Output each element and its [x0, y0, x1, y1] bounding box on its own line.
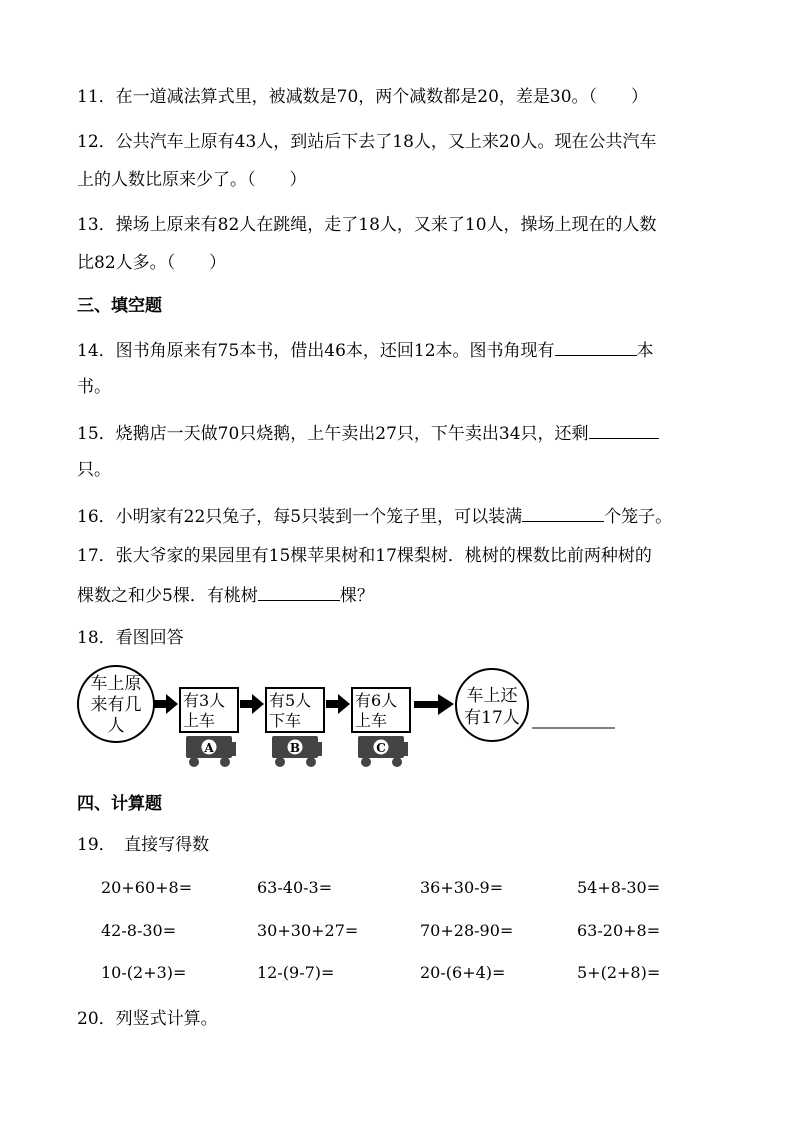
- calc-item: 10-(2+3)=: [101, 963, 187, 982]
- question-13-line1: 13．操场上原来有82人在跳绳，走了18人，又来了10人，操场上现在的人数: [77, 215, 657, 235]
- calc-item: 20+60+8=: [101, 878, 193, 897]
- question-12-line2: 上的人数比原来少了。（ ）: [77, 170, 307, 190]
- calc-item: 54+8-30=: [577, 878, 661, 897]
- question-13-line2: 比82人多。（ ）: [77, 253, 227, 273]
- question-11: 11．在一道减法算式里，被减数是70，两个减数都是20，差是30。（ ）: [77, 87, 649, 107]
- answer-blank[interactable]: [555, 337, 637, 356]
- question-17-line1: 17．张大爷家的果园里有15棵苹果树和17棵梨树．桃树的棵数比前两种树的: [77, 546, 652, 566]
- question-18: 18．看图回答: [77, 628, 184, 648]
- arrow-icon: [240, 694, 264, 714]
- box-b-text-1: 有5人: [269, 691, 312, 710]
- svg-text:C: C: [376, 741, 386, 755]
- start-text-2: 来有几: [90, 695, 142, 715]
- arrow-icon: [414, 694, 454, 715]
- question-15-line2: 只。: [77, 460, 111, 480]
- calc-item: 70+28-90=: [420, 921, 514, 940]
- box-c-text-1: 有6人: [355, 691, 398, 710]
- question-20: 20．列竖式计算。: [77, 1009, 218, 1029]
- truck-icon: [272, 736, 322, 767]
- start-text-3: 人: [107, 716, 125, 736]
- truck-icon: [358, 736, 408, 767]
- question-14-line1: [77, 337, 654, 363]
- question-14-unit: 本: [636, 341, 654, 361]
- end-text-2: 有17人: [464, 708, 520, 728]
- question-15-line1: [77, 420, 659, 446]
- svg-text:B: B: [289, 741, 301, 755]
- calc-item: 5+(2+8)=: [577, 963, 661, 982]
- answer-blank[interactable]: [258, 582, 340, 601]
- question-16-unit: 个笼子。: [604, 507, 673, 527]
- end-text-1: 车上还: [466, 686, 518, 706]
- box-a-text-2: 上车: [183, 711, 216, 730]
- section-3-heading: 三、填空题: [77, 296, 162, 316]
- box-c-text-2: 上车: [355, 711, 388, 730]
- truck-icon: [186, 736, 236, 767]
- calc-item: 12-(9-7)=: [257, 963, 335, 982]
- question-17-unit: 棵？: [339, 586, 374, 606]
- calc-item: 36+30-9=: [420, 878, 504, 897]
- start-text-1: 车上原: [90, 674, 142, 694]
- question-15-text: 15．烧鹅店一天做70只烧鹅，上午卖出27只，下午卖出34只，还剩: [77, 424, 589, 444]
- calc-item: 30+30+27=: [257, 921, 359, 940]
- question-19: 19． 直接写得数: [77, 835, 210, 855]
- section-4-heading: 四、计算题: [77, 794, 162, 814]
- arrow-icon: [154, 694, 178, 714]
- question-14-line2: 书。: [77, 377, 111, 397]
- box-b-text-2: 下车: [269, 711, 302, 730]
- calc-item: 63-40-3=: [257, 878, 333, 897]
- calc-item: 20-(6+4)=: [420, 963, 506, 982]
- svg-text:A: A: [204, 741, 214, 755]
- arrow-icon: [326, 694, 350, 714]
- question-17-line2: [77, 582, 374, 608]
- question-17-text: 棵数之和少5棵．有桃树: [77, 586, 258, 606]
- calc-item: 63-20+8=: [577, 921, 661, 940]
- calc-item: 42-8-30=: [101, 921, 177, 940]
- question-16: [77, 503, 672, 529]
- question-12-line1: 12．公共汽车上原有43人，到站后下去了18人，又上来20人。现在公共汽车: [77, 132, 657, 152]
- bus-diagram: [70, 664, 630, 774]
- answer-blank[interactable]: [522, 503, 604, 522]
- question-14-text: 14．图书角原来有75本书，借出46本，还回12本。图书角现有: [77, 341, 555, 361]
- question-16-text: 16．小明家有22只兔子，每5只装到一个笼子里，可以装满: [77, 507, 523, 527]
- box-a-text-1: 有3人: [183, 691, 226, 710]
- answer-blank[interactable]: [589, 420, 659, 439]
